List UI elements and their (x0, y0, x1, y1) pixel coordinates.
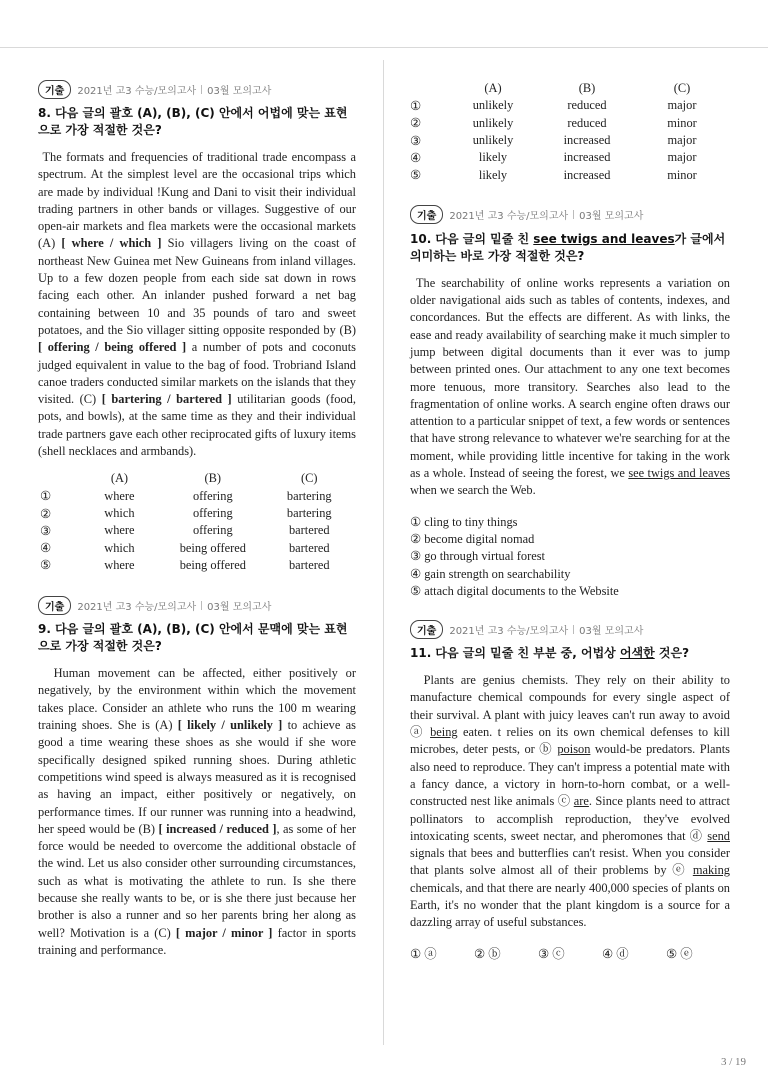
question-11-title: 11. 다음 글의 밑줄 친 부분 중, 어법상 어색한 것은? (410, 646, 690, 661)
option[interactable]: ⑤ attach digital documents to the Website (410, 583, 619, 598)
page-number: 3 / 19 (720, 1056, 746, 1068)
source-label: 2021년 고3 수능/모의고사 (449, 211, 569, 223)
choice-row[interactable]: ⑤ likely increased minor (410, 167, 697, 183)
option[interactable]: ④ gain strength on searchability (410, 566, 571, 581)
exam-label: 03월 모의고사 (579, 625, 644, 637)
choice-row[interactable]: ② which offering bartering (40, 506, 332, 521)
exam-label: 03월 모의고사 (207, 85, 272, 97)
question-8-choices: (A) (B) (C) ① where offering bartering ② which offering bartering ③ where offering bartered ④ which being offered bartered ⑤ where being offered bartered (40, 470, 356, 574)
choice-row[interactable]: ② unlikely reduced minor (410, 115, 697, 131)
source-tag (410, 206, 730, 224)
choice-row[interactable]: ① where offering bartering (40, 488, 332, 504)
source-tag (410, 620, 730, 638)
option[interactable]: ③ ⓒ (538, 946, 565, 961)
question-9-title: 9. 다음 글의 괄호 (A), (B), (C) 안에서 문맥에 맞는 표현으로 가장 적절한 것은? (38, 622, 348, 654)
option[interactable]: ② become digital nomad (410, 531, 535, 546)
source-label: 2021년 고3 수능/모의고사 (449, 625, 569, 637)
question-11-passage: Plants are genius chemists. They rely on their ability to manufacture chemical compounds for every single aspect of their survival. A plant with juicy leaves can't run away to avoid ⓐ being eaten. t relies on its own chemical defenses to kill microbes, deter pests, or ⓑ poison would-be predators. Plants also need to reproduce. They can't impress a potential mate with a fancy dance, a victory in horn-to-horn combat, or a well-constructed nest like animals ⓒ are. Since plants need to attract pollinators to accomplish reproduction, they've evolved intoxicating scents, sweet nectar, and pheromones that ⓓ send signals that bees and butterflies can't resist. When you consider that plants solve almost all of their problems by ⓔ making chemicals, and that there are nearly 400,000 species of plants on Earth, it's no wonder that the plant kingdom is a source for a dazzling array of useful substances. (410, 673, 731, 930)
source-label: 2021년 고3 수능/모의고사 (77, 85, 197, 97)
option[interactable]: ② ⓑ (474, 946, 501, 961)
choice-row[interactable]: ⑤ where being offered bartered (40, 557, 330, 573)
choice-row[interactable]: ③ unlikely increased major (410, 133, 697, 148)
choice-row[interactable]: ④ likely increased major (410, 150, 697, 165)
choice-row[interactable]: ④ which being offered bartered (40, 540, 330, 556)
choice-row[interactable]: ① unlikely reduced major (410, 98, 697, 113)
choice-row[interactable]: ③ where offering bartered (40, 523, 330, 538)
past-exam-badge: 기출 (410, 620, 443, 639)
source-tag (38, 80, 356, 98)
question-9-passage: Human movement can be affected, either positively or negatively, by the environment within which the movement takes place. Consider an athlete who runs the 100 m wearing training shoes. She is (A) [ likely / unlikely ] to achieve as good a time wearing these shoes as she would if she wore specifically designed spiked running shoes. During athletic competitions wind speed is always measured as it is recognised as having an impact, either positively or negatively, on performance times. If our runner was running into a headwind, her speed would be (B) [ increased / reduced ], as some of her force would be needed to overcome the additional obstacle of the wind. Let us also consider other surrounding circumstances, such as what is motivating the athlete to run. Is she there because she really wants to be, or is she there just because her brother is also a runner and so her parents bring her along as well? Motivation is a (C) [ major / minor ] factor in sports training and performance. (38, 666, 356, 957)
exam-label: 03월 모의고사 (579, 211, 644, 223)
option[interactable]: ① ⓐ (410, 946, 437, 961)
source-tag (38, 596, 356, 614)
option[interactable]: ① cling to tiny things (410, 514, 518, 529)
source-label: 2021년 고3 수능/모의고사 (77, 601, 197, 613)
question-10-options (410, 514, 730, 600)
question-8-passage: The formats and frequencies of traditional trade encompass a spectrum. At the simplest level are the occasional trips which are made by individual !Kung and Dani to visit their individual trading partners in other bands or villages. Suggestive of our open-air markets and flea markets were the occasional markets (A) [ where / which ] Sio villagers living on the coast of northeast New Guinea met New Guineans from inland villages. Up to a few dozen people from each side sat down in rows facing each other. An inlander pushed forward a net bag containing between 10 and 35 pounds of taro and sweet potatoes, and the Sio villager sitting opposite responded by (B) [ offering / being offered ] a number of pots and coconuts judged equivalent in value to the bag of food. Trobriand Island canoe traders conducted similar markets on the islands that they visited. (C) [ bartering / bartered ] utilitarian goods (food, pots, and bowls), at the same time as they and their individual trade partners gave each other reciprocated gifts of luxury items (shell necklaces and armbands). (38, 150, 356, 459)
past-exam-badge: 기출 (38, 596, 71, 615)
left-column (38, 80, 356, 959)
option[interactable]: ⑤ ⓔ (666, 946, 693, 961)
past-exam-badge: 기출 (38, 80, 71, 99)
question-8-title: 8. 다음 글의 괄호 (A), (B), (C) 안에서 어법에 맞는 표현으로 가장 적절한 것은? (38, 106, 348, 137)
column-divider (383, 60, 384, 1045)
option[interactable]: ④ ⓓ (602, 946, 629, 961)
question-10-title: 10. 다음 글의 밑줄 친 see twigs and leaves가 글에서 의미하는 바로 가장 적절한 것은? (410, 231, 726, 263)
header-rule (0, 47, 768, 48)
question-11-options (410, 944, 730, 962)
past-exam-badge: 기출 (410, 205, 443, 224)
question-10-passage: The searchability of online works represents a variation on older navigational aids such as tables of contents, indexes, and concordances. But the effects are different. As with links, the ease and ready availability of searching make it much simpler to jump between digital documents than it ever was to jump between printed ones. Our attachment to any one text becomes more tenuous, more transitory. Searches also lead to the fragmentation of online works. A search engine often draws our attention to a particular snippet of text, a few words or sentences that have strong relevance to whatever we're searching for at the moment, while providing little incentive for taking in the work as a whole. Instead of seeing the forest, we see twigs and leaves when we search the Web. (410, 275, 730, 498)
right-column (410, 80, 730, 962)
question-9-choices: (A) (B) (C) ① unlikely reduced major ② unlikely reduced minor ③ unlikely increased major ④ likely increased major ⑤ likely increased minor (410, 80, 730, 184)
exam-label: 03월 모의고사 (207, 601, 272, 613)
option[interactable]: ③ go through virtual forest (410, 549, 545, 564)
